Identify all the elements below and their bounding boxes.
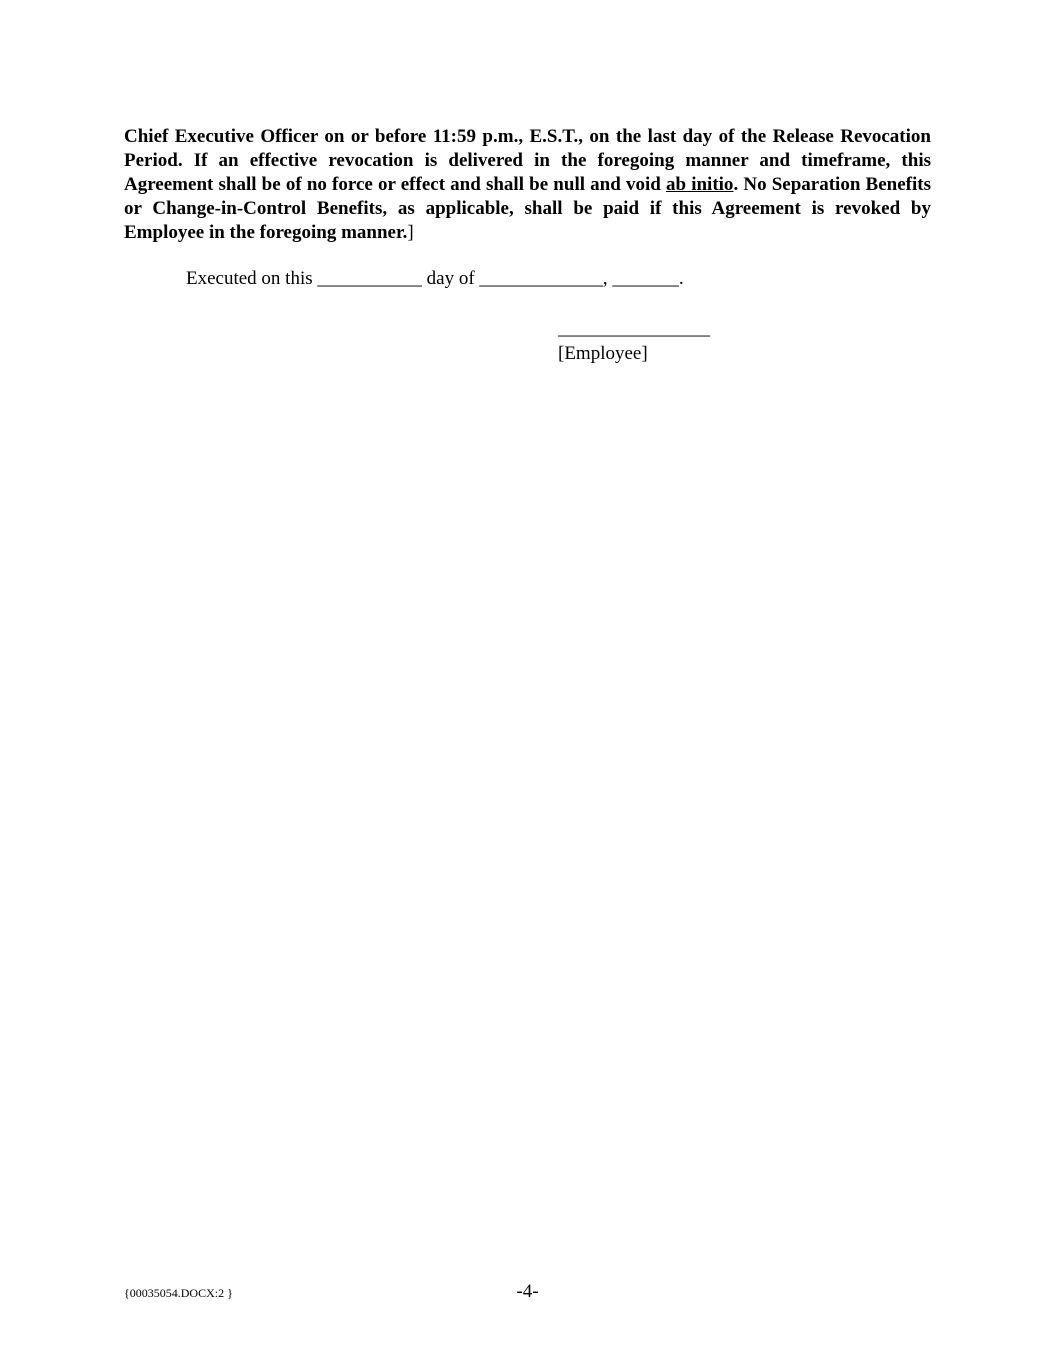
revocation-paragraph bbox=[124, 125, 931, 245]
signature-label: [Employee] bbox=[558, 343, 648, 364]
paragraph-text-part1: Chief Executive Officer on or before 11:59 p.m., E.S.T., on the last day of the Release Revocation Period. If an effective revocation is delivered in the foregoing manner and timeframe, this Agreement shall be of no force or effect and shall be null and void bbox=[124, 126, 931, 195]
footer-document-id: {00035054.DOCX:2 } bbox=[124, 1286, 233, 1300]
paragraph-text-part2: . No Separation Benefits or Change-in-Control Benefits, as applicable, shall be paid if this Agreement is revoked by Employee in the foregoing manner. bbox=[124, 174, 931, 243]
execution-date-line: Executed on this ___________ day of _____________, _______. bbox=[186, 268, 684, 289]
signature-line: ________________ bbox=[558, 318, 710, 339]
closing-bracket: ] bbox=[407, 222, 414, 243]
page-number: -4- bbox=[516, 1281, 539, 1302]
ab-initio-underlined: ab initio bbox=[665, 174, 734, 195]
